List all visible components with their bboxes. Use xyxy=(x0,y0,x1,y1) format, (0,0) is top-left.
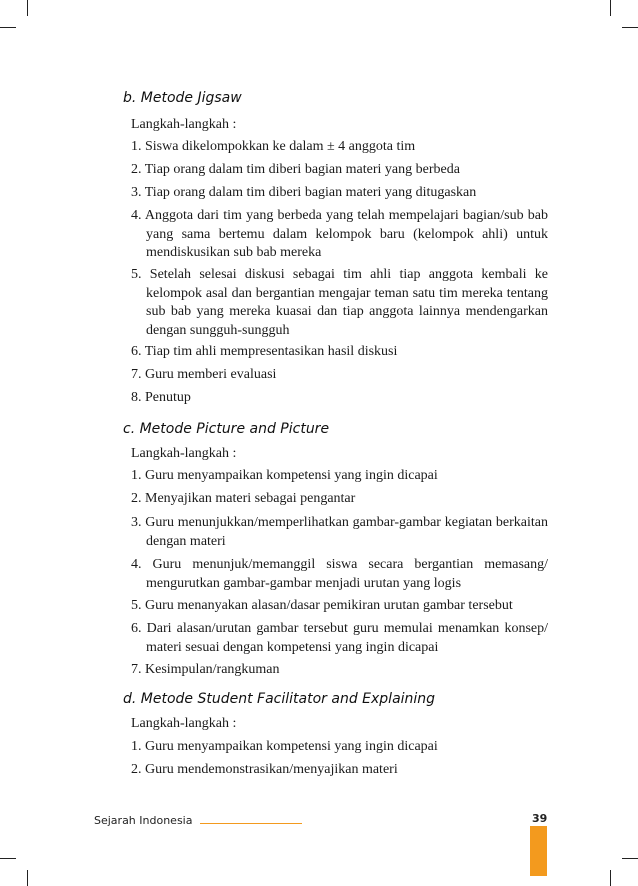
section-title-jigsaw: b. Metode Jigsaw xyxy=(123,90,242,106)
list-item: 5. Guru menanyakan alasan/dasar pemikiran urutan gambar tersebut xyxy=(131,598,513,613)
list-item: 1. Guru menyampaikan kompetensi yang ingin dicapai xyxy=(131,739,438,754)
list-item: 2. Guru mendemonstrasikan/menyajikan materi xyxy=(131,762,398,777)
list-item: 2. Menyajikan materi sebagai pengantar xyxy=(131,491,356,506)
section-title-picture: c. Metode Picture and Picture xyxy=(123,421,330,437)
steps-intro: Langkah-langkah : xyxy=(131,117,237,132)
page-tab-marker xyxy=(530,826,547,876)
list-item: 4. Guru menunjuk/memanggil siswa secara bergantian memasang/ mengurutkan gambar-gambar menjadi urutan yang logis xyxy=(131,557,548,591)
book-title: Sejarah Indonesia xyxy=(94,814,193,827)
section-title-student: d. Metode Student Facilitator and Explaining xyxy=(123,691,436,707)
list-item: 2. Tiap orang dalam tim diberi bagian materi yang berbeda xyxy=(131,162,460,177)
list-item: 1. Siswa dikelompokkan ke dalam ± 4 anggota tim xyxy=(131,139,416,154)
list-item: 6. Dari alasan/urutan gambar tersebut guru memulai menamkan konsep/ materi sesuai dengan kompetensi yang ingin dicapai xyxy=(131,621,548,655)
list-item: 1. Guru menyampaikan kompetensi yang ingin dicapai xyxy=(131,468,438,483)
list-item: 7. Kesimpulan/rangkuman xyxy=(131,662,280,677)
steps-intro: Langkah-langkah : xyxy=(131,446,237,461)
steps-intro: Langkah-langkah : xyxy=(131,716,237,731)
list-item: 8. Penutup xyxy=(131,390,191,405)
list-item: 5. Setelah selesai diskusi sebagai tim ahli tiap anggota kembali ke kelompok asal dan bergantian mengajar teman satu tim mereka tentang sub bab yang mereka kuasai dan tiap anggota lainnya mendengarkan dengan sungguh-sungguh xyxy=(131,267,548,338)
list-item: 6. Tiap tim ahli mempresentasikan hasil diskusi xyxy=(131,344,398,359)
list-item: 7. Guru memberi evaluasi xyxy=(131,367,277,382)
page-number: 39 xyxy=(532,812,548,825)
footer-rule xyxy=(200,823,302,824)
list-item: 3. Guru menunjukkan/memperlihatkan gambar-gambar kegiatan berkaitan dengan materi xyxy=(131,515,548,549)
list-item: 3. Tiap orang dalam tim diberi bagian materi yang ditugaskan xyxy=(131,185,477,200)
list-item: 4. Anggota dari tim yang berbeda yang telah mempelajari bagian/sub bab yang sama bertemu dalam kelompok baru (kelompok ahli) untuk mendiskusikan sub bab mereka xyxy=(131,208,548,260)
